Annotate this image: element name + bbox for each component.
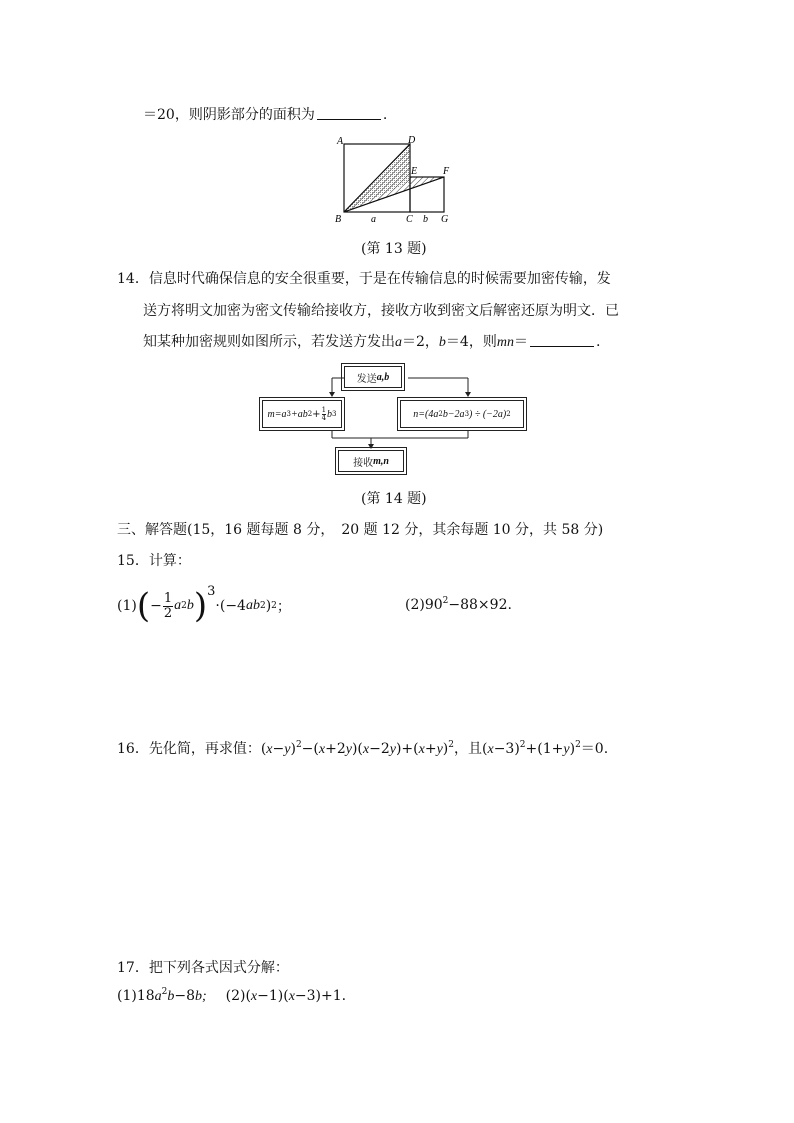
q15-part1: (1) ( − $\frac{1}{2}$ a 2 b ) 3 ·(−4 ab 2 ) 2 ； xyxy=(117,584,291,626)
q14-line3: 知某种加密规则如图所示，若发送方发出a＝2，b＝4，则mn＝ . xyxy=(143,334,601,350)
q13-caption: (第 13 题) xyxy=(361,241,427,257)
q16-line: 16．先化简，再求值：$(x-y)^2-(x+2y)(x-2y)+(x+y)^2$，且$(x-3)^2+(1+y)^2=0$. xyxy=(117,740,609,757)
q14-line2: 送方将明文加密为密文传输给接收方，接收方收到密文后解密还原为明文．已 xyxy=(143,303,619,319)
label-D: D xyxy=(408,135,416,146)
label-a: a xyxy=(371,214,376,225)
q13-tail-line: ＝20，则阴影部分的面积为 . xyxy=(143,107,388,123)
q15-frac: $\frac{1}{2}$ xyxy=(163,590,173,621)
label-F: F xyxy=(443,166,450,177)
section3-heading: 三、解答题(15，16 题每题 8 分， 20 题 12 分，其余每题 10 分，共 58 分) xyxy=(117,522,604,538)
label-b: b xyxy=(423,214,428,225)
left-frac: $\frac{1}{4}$ xyxy=(321,405,327,422)
flow-receive-box: 接收 m,n xyxy=(338,450,404,472)
q13-answer-blank[interactable] xyxy=(317,107,381,120)
q13-figure xyxy=(330,134,460,230)
label-B: B xyxy=(335,214,342,225)
flow-left-box: m=a 3 +ab 2 + $\frac{1}{4}$ b 3 xyxy=(262,400,342,428)
q17-title: 17．把下列各式因式分解： xyxy=(117,960,289,976)
q17-parts: $(1)18a^2b-8b$; (2)(x−1)(x−3)+1. xyxy=(117,987,347,1004)
q14-line1: 14．信息时代确保信息的安全很重要，于是在传输信息的时候需要加密传输，发 xyxy=(117,271,611,287)
label-E: E xyxy=(411,166,418,177)
label-C: C xyxy=(406,214,413,225)
label-A: A xyxy=(337,136,344,147)
q14-caption: (第 14 题) xyxy=(361,491,427,507)
q15-title: 15．计算： xyxy=(117,553,191,569)
q15-part2: $(2)90^2-88\times 92$. xyxy=(405,596,512,613)
q14-flowchart xyxy=(258,362,528,474)
q13-tail-text: ＝20，则阴影部分的面积为 xyxy=(143,107,315,123)
q14-answer-blank[interactable] xyxy=(530,334,594,347)
flow-send-box: 发送 a,b xyxy=(344,366,402,388)
flow-right-box: n=(4a 2 b−2a 3 ) ÷ (−2a) 2 xyxy=(400,400,524,428)
label-G: G xyxy=(441,214,449,225)
